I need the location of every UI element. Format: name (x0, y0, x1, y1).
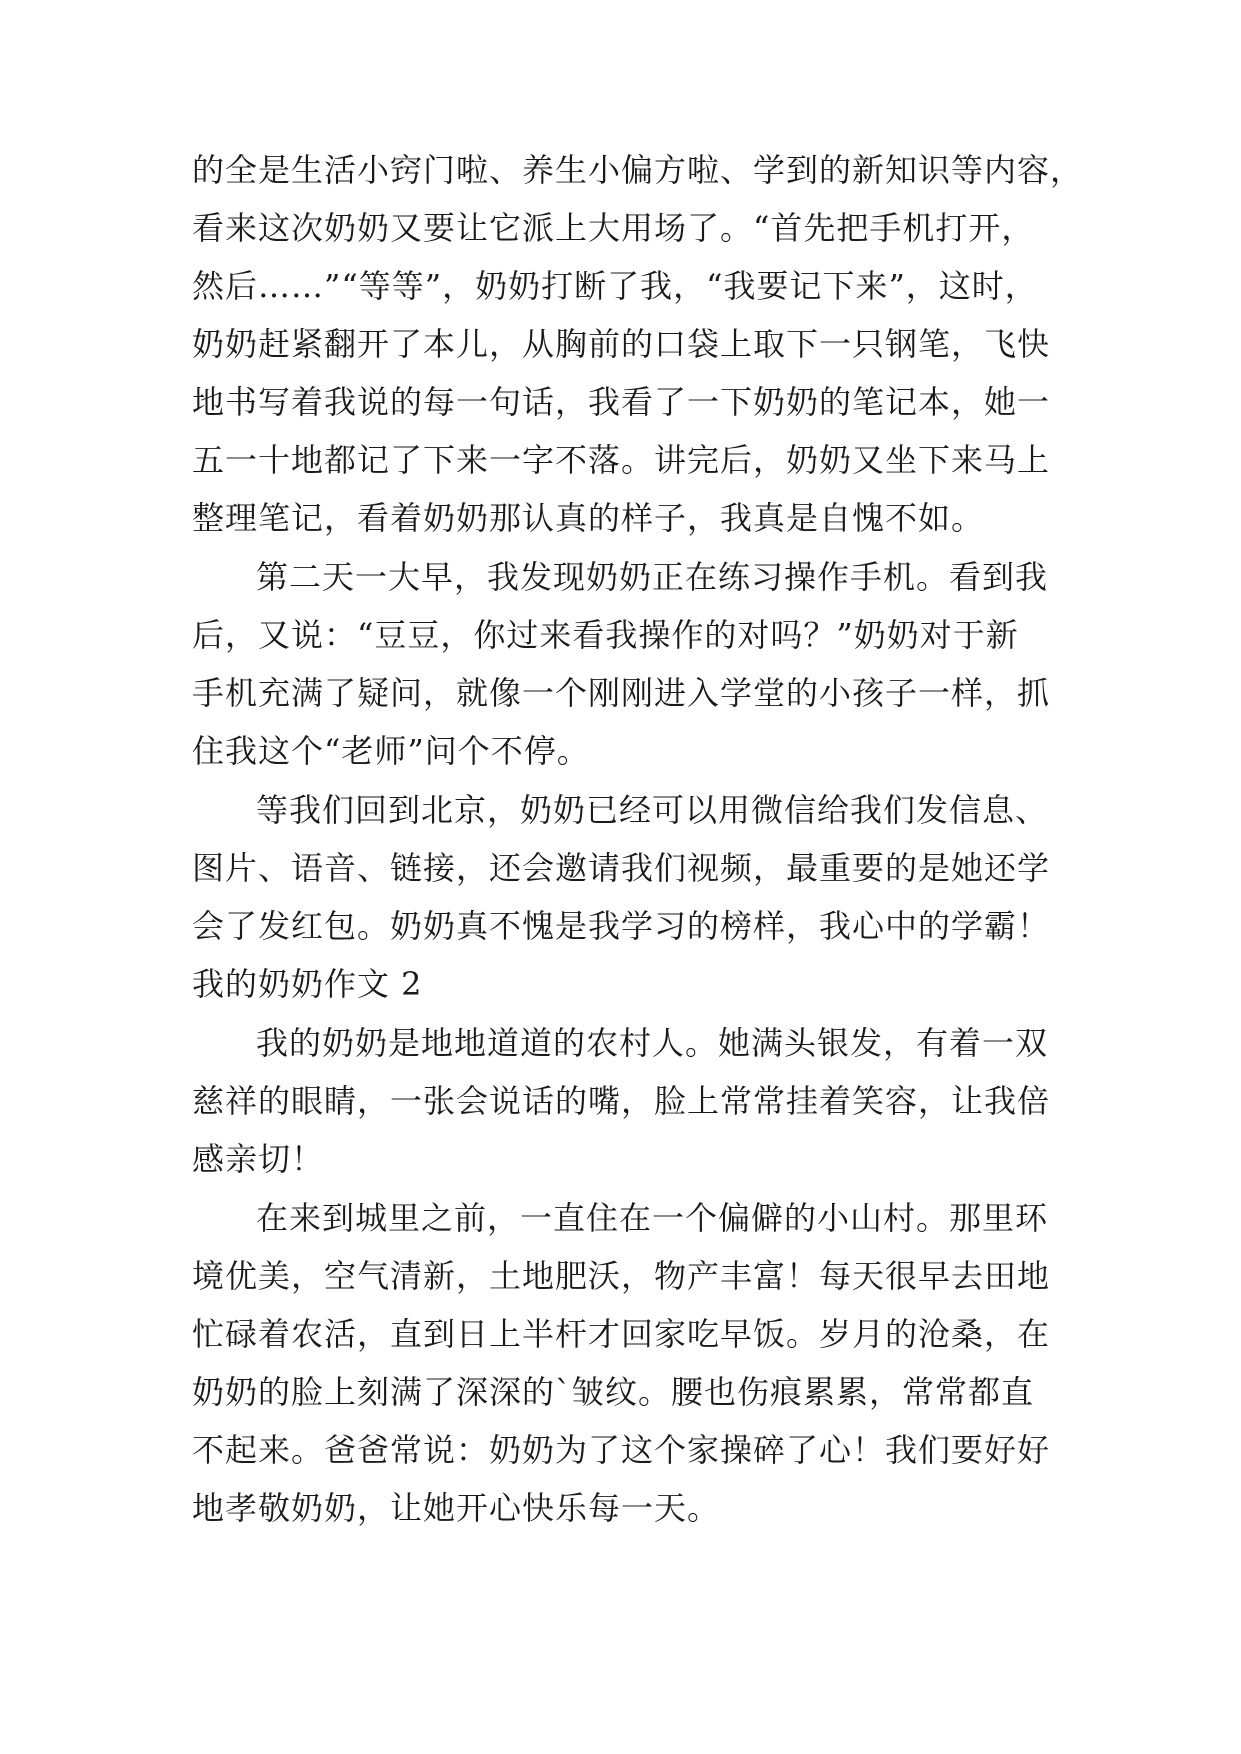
text-line: 手机充满了疑问，就像一个刚刚进入学堂的小孩子一样，抓 (192, 674, 1051, 712)
text-line: 图片、语音、链接，还会邀请我们视频，最重要的是她还学 (192, 849, 1051, 887)
paragraph-first-line: 在来到城里之前，一直住在一个偏僻的小山村。那里环 (256, 1199, 1049, 1237)
text-line: 五一十地都记了下来一字不落。讲完后，奶奶又坐下来马上 (192, 441, 1051, 479)
paragraph-first-line: 第二天一大早，我发现奶奶正在练习操作手机。看到我 (256, 558, 1049, 596)
text-line: 地孝敬奶奶，让她开心快乐每一天。 (192, 1489, 721, 1527)
text-line: 忙碌着农活，直到日上半杆才回家吃早饭。岁月的沧桑，在 (192, 1315, 1051, 1353)
text-line: 住我这个“老师”问个不停。 (192, 732, 590, 770)
text-line: 会了发红包。奶奶真不愧是我学习的榜样，我心中的学霸！ (192, 907, 1051, 945)
text-line: 不起来。爸爸常说：奶奶为了这个家操碎了心！我们要好好 (192, 1431, 1051, 1469)
text-line: 慈祥的眼睛，一张会说话的嘴，脸上常常挂着笑容，让我倍 (192, 1082, 1051, 1120)
text-line: 后，又说：“豆豆，你过来看我操作的对吗？”奶奶对于新 (192, 616, 1019, 654)
text-line: 奶奶赶紧翻开了本儿，从胸前的口袋上取下一只钢笔，飞快 (192, 325, 1051, 363)
text-line: 奶奶的脸上刻满了深深的`皱纹。腰也伤痕累累，常常都直 (192, 1373, 1035, 1411)
section-heading: 我的奶奶作文 2 (192, 965, 423, 1003)
paragraph-first-line: 等我们回到北京，奶奶已经可以用微信给我们发信息、 (256, 791, 1049, 829)
text-line: 地书写着我说的每一句话，我看了一下奶奶的笔记本，她一 (192, 383, 1051, 421)
paragraph-first-line: 我的奶奶是地地道道的农村人。她满头银发，有着一双 (256, 1024, 1049, 1062)
text-line: 然后……”“等等”，奶奶打断了我，“我要记下来”，这时， (192, 267, 1038, 305)
text-line: 的全是生活小窍门啦、养生小偏方啦、学到的新知识等内容， (192, 151, 1084, 189)
text-line: 境优美，空气清新，土地肥沃，物产丰富！每天很早去田地 (192, 1257, 1051, 1295)
text-line: 看来这次奶奶又要让它派上大用场了。“首先把手机打开， (192, 209, 1035, 247)
text-line: 整理笔记，看着奶奶那认真的样子，我真是自愧不如。 (192, 499, 985, 537)
text-line: 感亲切！ (192, 1140, 325, 1178)
